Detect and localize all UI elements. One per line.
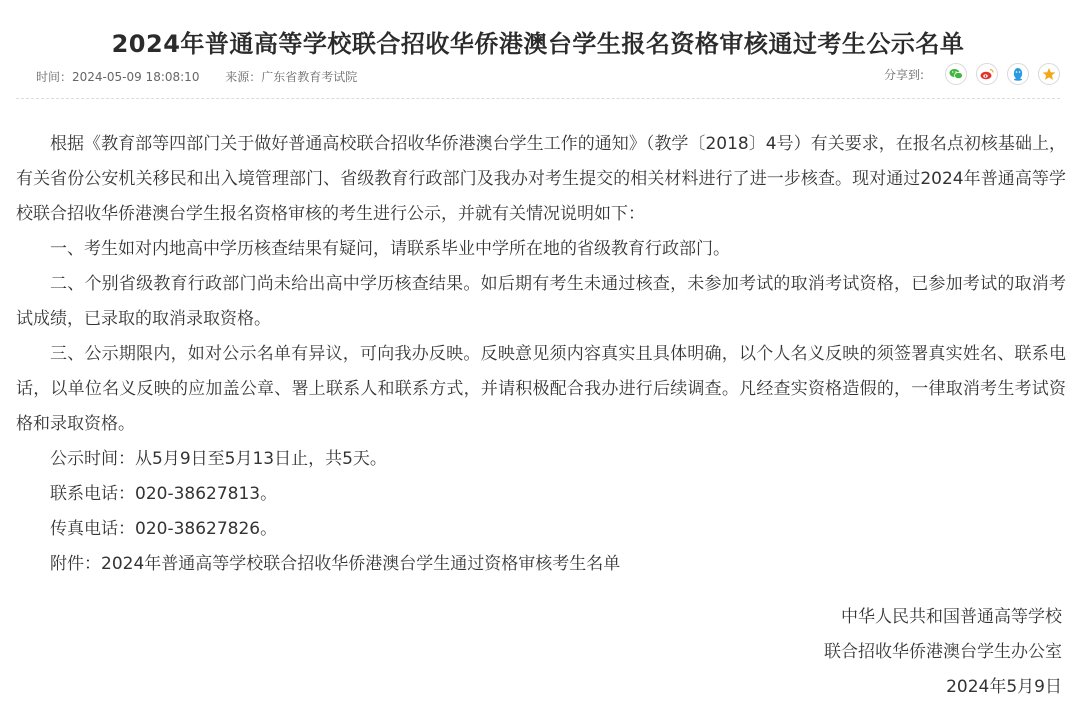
wechat-glyph bbox=[949, 68, 963, 80]
share-label: 分享到: bbox=[883, 67, 924, 82]
paragraph-item-2: 二、个别省级教育行政部门尚未给出高中学历核查结果。如后期有考生未通过核查，未参加考试的取消考试资格，已参加考试的取消考试成绩，已录取的取消录取资格。 bbox=[16, 274, 1066, 329]
article-meta bbox=[36, 68, 357, 85]
header-divider bbox=[16, 98, 1060, 99]
qq-glyph bbox=[1012, 67, 1024, 81]
publish-time: 时间：2024-05-09 18:08:10 bbox=[36, 70, 200, 84]
fax-number: 传真电话：020-38627826。 bbox=[50, 519, 278, 539]
signature-block bbox=[662, 600, 1062, 705]
weibo-glyph bbox=[980, 68, 994, 80]
signature-date: 2024年5月9日 bbox=[946, 677, 1062, 697]
article-source: 来源：广东省教育考试院 bbox=[225, 70, 358, 84]
star-glyph bbox=[1042, 67, 1056, 81]
paragraph-item-3: 三、公示期限内，如对公示名单有异议，可向我办反映。反映意见须内容真实且具体明确，以个人名义反映的须签署真实姓名、联系电话，以单位名义反映的应加盖公章、署上联系人和联系方式，并请积极配合我办进行后续调查。凡经查实资格造假的，一律取消考生考试资格和录取资格。 bbox=[16, 344, 1066, 434]
qzone-icon[interactable] bbox=[1038, 63, 1060, 85]
signature-line-2: 联合招收华侨港澳台学生办公室 bbox=[824, 642, 1062, 662]
wechat-icon[interactable] bbox=[945, 63, 967, 85]
article-body bbox=[16, 127, 1066, 582]
paragraph-item-1: 一、考生如对内地高中学历核查结果有疑问，请联系毕业中学所在地的省级教育行政部门。 bbox=[50, 239, 730, 259]
paragraph-intro: 根据《教育部等四部门关于做好普通高校联合招收华侨港澳台学生工作的通知》（教学〔2018〕4号）有关要求，在报名点初核基础上，有关省份公安机关移民和出入境管理部门、省级教育行政部门及我办对考生提交的相关材料进行了进一步核查。现对通过2024年普通高等学校联合招收华侨港澳台学生报名资格审核的考生进行公示，并就有关情况说明如下： bbox=[16, 134, 1066, 224]
share-bar bbox=[884, 60, 1060, 88]
qq-icon[interactable] bbox=[1007, 63, 1029, 85]
attachment-link[interactable]: 附件：2024年普通高等学校联合招收华侨港澳台学生通过资格审核考生名单 bbox=[50, 554, 621, 574]
page-title: 2024年普通高等学校联合招收华侨港澳台学生报名资格审核通过考生公示名单 bbox=[111, 30, 965, 59]
weibo-icon[interactable] bbox=[976, 63, 998, 85]
signature-line-1: 中华人民共和国普通高等学校 bbox=[841, 607, 1062, 627]
publicity-period: 公示时间：从5月9日至5月13日止，共5天。 bbox=[50, 449, 387, 469]
contact-phone: 联系电话：020-38627813。 bbox=[50, 484, 278, 504]
